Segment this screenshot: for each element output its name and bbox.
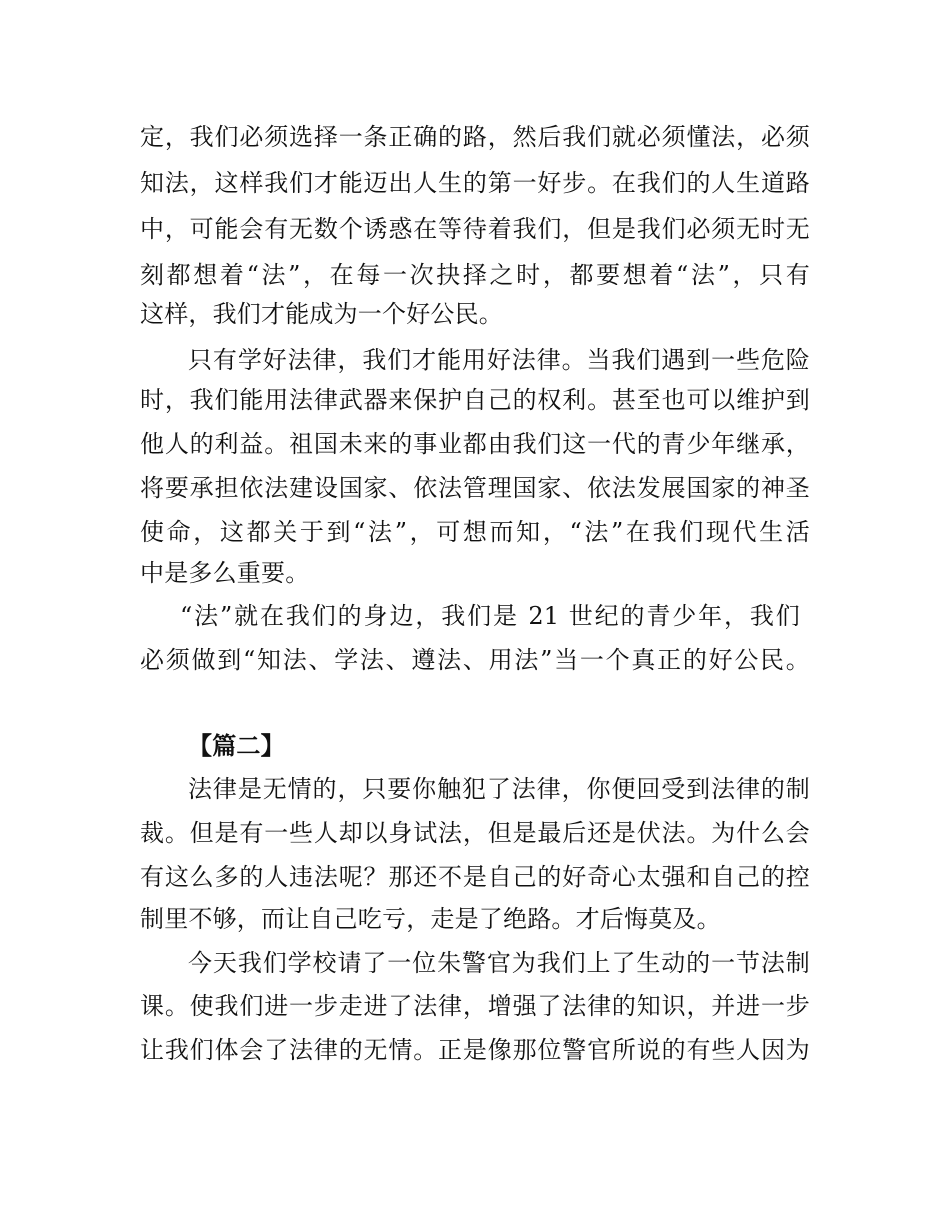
paragraph-line: 今天我们学校请了一位朱警官为我们上了生动的一节法制 [188, 949, 810, 977]
paragraph-line: 时，我们能用法律武器来保护自己的权利。甚至也可以维护到 [140, 386, 810, 414]
paragraph-line: 裁。但是有一些人却以身试法，但是最后还是伏法。为什么会 [140, 819, 810, 847]
paragraph-line: 只有学好法律，我们才能用好法律。当我们遇到一些危险 [188, 346, 810, 374]
paragraph-line: 制里不够，而让自己吃亏，走是了绝路。才后悔莫及。 [140, 905, 721, 933]
paragraph-line: 定，我们必须选择一条正确的路，然后我们就必须懂法，必须 [140, 123, 810, 151]
paragraph-line: 使命，这都关于到“法”，可想而知，“法”在我们现代生活 [140, 518, 810, 546]
paragraph-line: 有这么多的人违法呢？那还不是自己的好奇心太强和自己的控 [140, 863, 810, 891]
paragraph-line: 让我们体会了法律的无情。正是像那位警官所说的有些人因为 [140, 1036, 810, 1064]
paragraph-line: 知法，这样我们才能迈出人生的第一好步。在我们的人生道路 [140, 169, 810, 197]
paragraph-line: 中是多么重要。 [140, 559, 310, 587]
paragraph-line: 课。使我们进一步走进了法律，增强了法律的知识，并进一步 [140, 992, 810, 1020]
paragraph-line: 必须做到“知法、学法、遵法、用法”当一个真正的好公民。 [140, 646, 810, 674]
paragraph-line: 刻都想着“法”，在每一次抉择之时，都要想着“法”，只有 [140, 261, 810, 289]
paragraph-line: 这样，我们才能成为一个好公民。 [140, 300, 503, 328]
paragraph-line: 中，可能会有无数个诱惑在等待着我们，但是我们必须无时无 [140, 215, 810, 243]
paragraph-line: 将要承担依法建设国家、依法管理国家、依法发展国家的神圣 [140, 474, 810, 502]
section-heading: 【篇二】 [188, 731, 285, 760]
paragraph-line: 法律是无情的，只要你触犯了法律，你便回受到法律的制 [188, 775, 810, 803]
paragraph-line: “法”就在我们的身边，我们是 21 世纪的青少年，我们 [180, 602, 800, 630]
paragraph-line: 他人的利益。祖国未来的事业都由我们这一代的青少年继承， [140, 430, 810, 458]
